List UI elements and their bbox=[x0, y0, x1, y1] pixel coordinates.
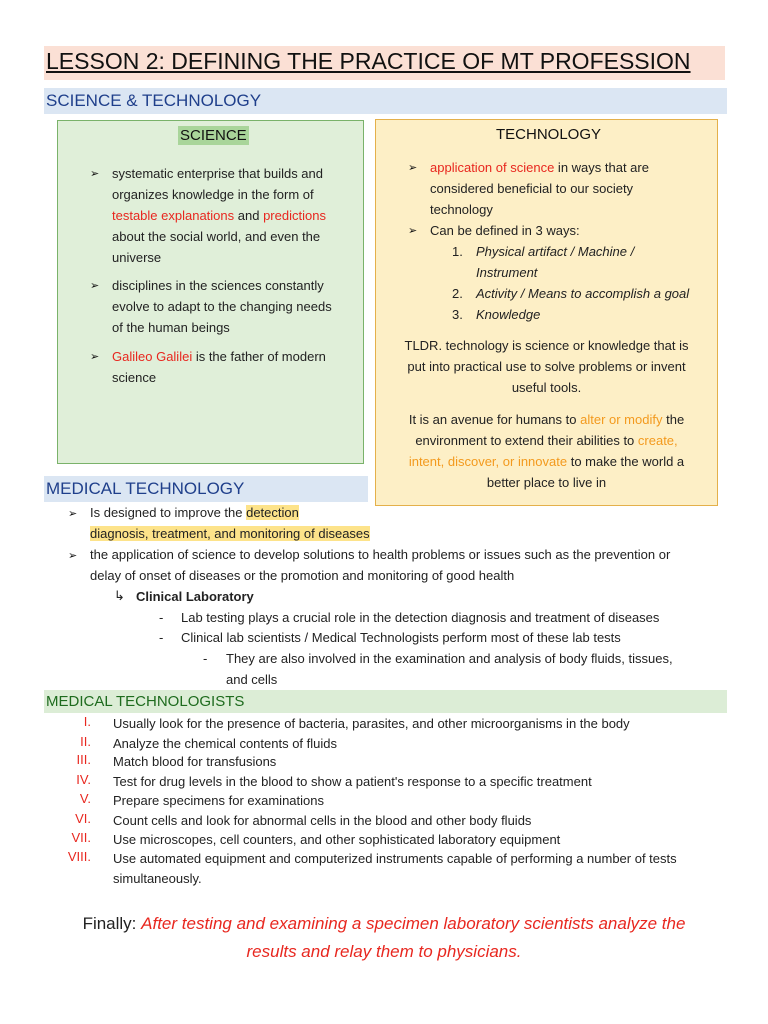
clinical-point-2: Clinical lab scientists / Medical Technologists perform most of these lab tests bbox=[181, 630, 621, 645]
text: the bbox=[662, 412, 685, 427]
text-line bbox=[380, 430, 713, 451]
finally-label: Finally: bbox=[82, 914, 142, 933]
highlight-text: testable explanations bbox=[112, 208, 235, 223]
text-line: better place to live in bbox=[486, 475, 607, 490]
text-line bbox=[112, 346, 362, 367]
text-line: systematic enterprise that builds and bbox=[112, 166, 323, 181]
list-numeral: II. bbox=[80, 734, 91, 749]
list-number: 1. bbox=[452, 244, 463, 259]
science-heading: SCIENCE bbox=[180, 127, 247, 144]
text: to make the world a bbox=[567, 454, 685, 469]
section-heading-sci-tech: SCIENCE & TECHNOLOGY bbox=[44, 88, 727, 114]
text-line: useful tools. bbox=[511, 380, 582, 395]
bullet-arrow-icon: ➢ bbox=[408, 162, 418, 174]
bullet-arrow-icon: ➢ bbox=[408, 225, 418, 237]
highlight-text: alter or modify bbox=[580, 412, 663, 427]
list-item: Test for drug levels in the blood to show a patient's response to a specific treatment bbox=[113, 774, 592, 789]
highlight-text: predictions bbox=[263, 208, 326, 223]
highlight-text: intent, discover, or innovate bbox=[408, 454, 568, 469]
text: and bbox=[234, 208, 264, 223]
list-item: Prepare specimens for examinations bbox=[113, 793, 324, 808]
highlight-text: create, bbox=[637, 433, 678, 448]
text: is the father of modern bbox=[192, 349, 326, 364]
technology-way-3: Knowledge bbox=[476, 307, 541, 322]
list-item: Usually look for the presence of bacteria, parasites, and other microorganisms in the body bbox=[113, 716, 630, 731]
list-numeral: VII. bbox=[71, 830, 91, 845]
technology-bullet-2: Can be defined in 3 ways: bbox=[430, 223, 580, 238]
text-line: and cells bbox=[226, 672, 278, 687]
list-number: 2. bbox=[452, 286, 463, 301]
text-line: technology bbox=[430, 202, 493, 217]
list-numeral: VIII. bbox=[67, 849, 91, 864]
highlight-text: diagnosis, treatment, and monitoring of diseases bbox=[90, 526, 370, 541]
clinical-point-3 bbox=[226, 648, 726, 690]
science-box bbox=[57, 120, 364, 464]
technology-tldr bbox=[380, 335, 713, 398]
technology-way-2: Activity / Means to accomplish a goal bbox=[476, 286, 690, 301]
text-line: Physical artifact / Machine / bbox=[476, 244, 635, 259]
text-line: universe bbox=[112, 250, 162, 265]
science-bullet-3 bbox=[112, 346, 362, 388]
text-line: Instrument bbox=[476, 265, 538, 280]
text-line: science bbox=[112, 370, 157, 385]
text-line bbox=[90, 523, 410, 544]
page-title-bar bbox=[44, 46, 725, 80]
medtech-bullet-2 bbox=[90, 544, 730, 586]
list-numeral: III. bbox=[76, 752, 91, 767]
text-line: organizes knowledge in the form of bbox=[112, 187, 314, 202]
technology-bullet-1 bbox=[430, 157, 715, 220]
text-line bbox=[112, 205, 362, 226]
list-item: Count cells and look for abnormal cells in the blood and other body fluids bbox=[113, 813, 532, 828]
highlight-text: application of science bbox=[430, 160, 555, 175]
text: environment to extend their abilities to bbox=[415, 433, 638, 448]
text-line: evolve to adapt to the changing needs bbox=[112, 299, 332, 314]
text-line bbox=[30, 910, 738, 938]
text-line: put into practical use to solve problems or invent bbox=[407, 359, 686, 374]
highlight-text: After testing and examining a specimen laboratory scientists analyze the bbox=[141, 914, 686, 933]
text-line: results and relay them to physicians. bbox=[246, 942, 522, 961]
medtech-bullet-1 bbox=[90, 502, 410, 544]
text-line bbox=[430, 157, 715, 178]
dash-marker: - bbox=[159, 610, 164, 625]
text-line: delay of onset of diseases or the promotion and monitoring of good health bbox=[90, 568, 515, 583]
bullet-arrow-icon: ➢ bbox=[68, 508, 78, 520]
list-item-continuation: simultaneously. bbox=[113, 871, 202, 886]
text: in ways that are bbox=[554, 160, 649, 175]
text-line bbox=[90, 502, 410, 523]
list-numeral: I. bbox=[83, 714, 91, 729]
text-line: TLDR. technology is science or knowledge that is bbox=[404, 338, 689, 353]
text-line bbox=[380, 409, 713, 430]
technology-avenue bbox=[380, 409, 713, 493]
text-line: considered beneficial to our society bbox=[430, 181, 634, 196]
text: It is an avenue for humans to bbox=[408, 412, 581, 427]
sub-arrow-icon: ↳ bbox=[114, 588, 125, 603]
text-line: about the social world, and even the bbox=[112, 229, 321, 244]
list-item: Match blood for transfusions bbox=[113, 754, 277, 769]
section-heading-medtech: MEDICAL TECHNOLOGY bbox=[44, 476, 368, 502]
dash-marker: - bbox=[203, 651, 208, 666]
technology-heading: TECHNOLOGY bbox=[496, 126, 602, 143]
list-item: Use automated equipment and computerized instruments capable of performing a number of tests bbox=[113, 851, 677, 866]
bullet-arrow-icon: ➢ bbox=[90, 168, 100, 180]
section-heading-medtechnologists: MEDICAL TECHNOLOGISTS bbox=[44, 690, 727, 713]
highlight-text: Galileo Galilei bbox=[112, 349, 193, 364]
list-numeral: V. bbox=[79, 791, 91, 806]
dash-marker: - bbox=[159, 630, 164, 645]
clinical-lab-heading: Clinical Laboratory bbox=[136, 589, 254, 604]
technology-way-1 bbox=[476, 241, 716, 283]
science-bullet-1 bbox=[112, 163, 362, 268]
highlight-text: detection bbox=[246, 505, 299, 520]
list-item: Use microscopes, cell counters, and other sophisticated laboratory equipment bbox=[113, 832, 561, 847]
text-line bbox=[380, 451, 713, 472]
page-title: LESSON 2: DEFINING THE PRACTICE OF MT PROFESSION bbox=[46, 48, 691, 74]
text: Is designed to improve the bbox=[90, 505, 247, 520]
text-line: disciplines in the sciences constantly bbox=[112, 278, 324, 293]
technology-box bbox=[375, 119, 718, 506]
text-line: of the human beings bbox=[112, 320, 230, 335]
text-line: They are also involved in the examination and analysis of body fluids, tissues, bbox=[226, 651, 673, 666]
clinical-point-1: Lab testing plays a crucial role in the detection diagnosis and treatment of diseases bbox=[181, 610, 660, 625]
bullet-arrow-icon: ➢ bbox=[90, 280, 100, 292]
science-bullet-2 bbox=[112, 275, 362, 338]
list-numeral: VI. bbox=[75, 811, 91, 826]
list-item: Analyze the chemical contents of fluids bbox=[113, 736, 338, 751]
list-number: 3. bbox=[452, 307, 463, 322]
bullet-arrow-icon: ➢ bbox=[68, 550, 78, 562]
finally-statement bbox=[30, 910, 738, 966]
text-line: the application of science to develop solutions to health problems or issues such as the prevention or bbox=[90, 547, 671, 562]
list-numeral: IV. bbox=[76, 772, 91, 787]
bullet-arrow-icon: ➢ bbox=[90, 351, 100, 363]
